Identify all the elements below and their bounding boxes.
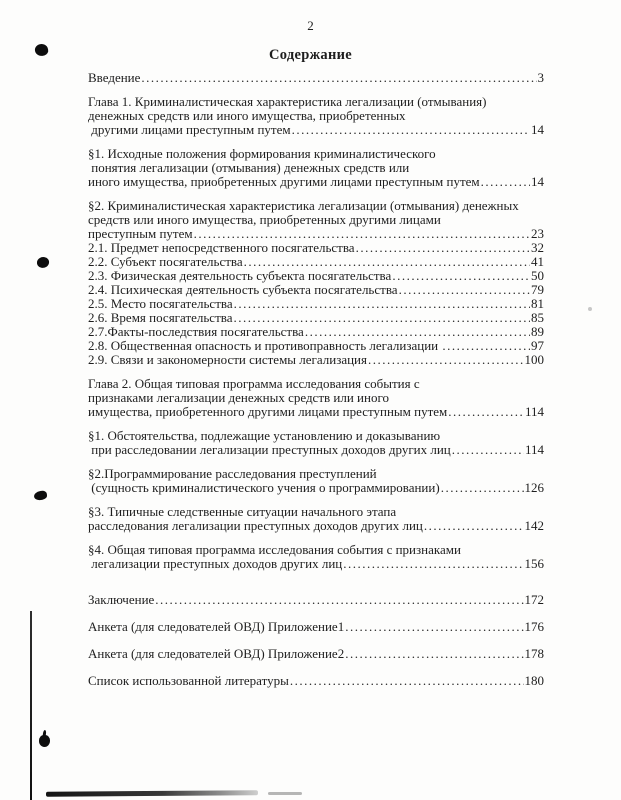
dot-leader (452, 443, 524, 457)
toc-entry-text: имущества, приобретенного другими лицами преступным путем (88, 404, 448, 419)
toc-entry-page-number: 79 (531, 282, 544, 297)
dot-leader (234, 297, 530, 311)
toc-entry-page-number: 14 (531, 122, 544, 137)
toc-entry-text: 2.5. Место посягательства (88, 296, 233, 311)
toc-entry-page-number: 156 (524, 556, 544, 571)
toc-entry-text: 2.8. Общественная опасность и противоправность легализации (88, 338, 442, 353)
toc-entry-text: Список использованной литературы (88, 673, 289, 688)
toc-entry (88, 95, 544, 137)
toc-entry-page-number: 97 (531, 338, 544, 353)
dot-leader (234, 311, 531, 325)
toc-entry-lastline (88, 339, 544, 353)
toc-entry (88, 647, 544, 661)
dot-leader (399, 283, 530, 297)
toc-entry-lastline (88, 557, 544, 571)
toc-entry-text: (сущность криминалистического учения о программировании) (88, 480, 440, 495)
toc-entry (88, 241, 544, 255)
dot-leader (290, 674, 524, 688)
scan-smudge-artifact (268, 792, 302, 795)
toc-entry-lastline (88, 620, 544, 634)
ink-blob-artifact (33, 490, 47, 501)
toc-entry (88, 377, 544, 419)
toc-entry-lastline (88, 405, 544, 419)
toc-entry-lastline (88, 255, 544, 269)
toc-entry-page-number: 89 (531, 324, 544, 339)
toc-line: §1. Исходные положения формирования криминалистического (88, 146, 436, 161)
ink-blob-artifact (36, 256, 50, 269)
dot-leader (481, 175, 530, 189)
toc-entry (88, 543, 544, 571)
dot-leader (141, 71, 536, 85)
toc-entry (88, 283, 544, 297)
toc-entry (88, 593, 544, 607)
toc-entry-page-number: 50 (531, 268, 544, 283)
toc-entry-lastline (88, 227, 544, 241)
table-of-contents (88, 71, 544, 688)
toc-entry-text: Введение (88, 70, 141, 85)
toc-entry-lastline (88, 297, 544, 311)
toc-entry (88, 325, 544, 339)
page-title: Содержание (268, 47, 353, 63)
toc-line: понятия легализации (отмывания) денежных средств или (88, 160, 410, 175)
dot-leader (356, 241, 530, 255)
toc-entry (88, 620, 544, 634)
toc-entry-text: расследования легализации преступных доходов других лиц (88, 518, 423, 533)
toc-entry-lastline (88, 593, 544, 607)
toc-entry-lastline (88, 241, 544, 255)
toc-entry-lastline (88, 175, 544, 189)
toc-line: §4. Общая типовая программа исследования события с признаками (88, 542, 461, 557)
toc-entry (88, 297, 544, 311)
toc-entry-lastline (88, 481, 544, 495)
dot-leader (244, 255, 530, 269)
dot-leader (194, 227, 530, 241)
dot-leader (343, 557, 523, 571)
toc-entry (88, 269, 544, 283)
dot-leader (305, 325, 530, 339)
dot-leader (424, 519, 524, 533)
toc-entry-text: при расследовании легализации преступных доходов других лиц (88, 442, 451, 457)
toc-entry-lastline (88, 443, 544, 457)
toc-entry (88, 255, 544, 269)
toc-entry-text: Анкета (для следователей ОВД) Приложение1 (88, 619, 345, 634)
dot-leader (345, 620, 523, 634)
toc-entry-page-number: 176 (524, 619, 544, 634)
toc-entry-page-number: 114 (524, 442, 544, 457)
toc-entry-text: 2.6. Время посягательства (88, 310, 233, 325)
toc-entry-page-number: 142 (524, 518, 544, 533)
toc-entry-text: 2.7.Факты-последствия посягательства (88, 324, 304, 339)
toc-entry (88, 147, 544, 189)
scan-speck-artifact (588, 307, 592, 311)
toc-entry-page-number: 178 (524, 646, 544, 661)
scan-edge-line-artifact (30, 611, 32, 800)
toc-entry-text: 2.4. Психическая деятельность субъекта посягательства (88, 282, 398, 297)
toc-entry-lastline (88, 311, 544, 325)
ink-blob-artifact (39, 735, 50, 747)
dot-leader (368, 353, 524, 367)
page-number: 2 (307, 18, 314, 33)
toc-line: §1. Обстоятельства, подлежащие установлению и доказыванию (88, 428, 441, 443)
toc-entry (88, 674, 544, 688)
toc-line: Глава 2. Общая типовая программа исследования события с (88, 376, 420, 391)
toc-entry-text: другими лицами преступным путем (88, 122, 291, 137)
toc-entry-text: 2.3. Физическая деятельность субъекта посягательства (88, 268, 392, 283)
toc-line: §2. Криминалистическая характеристика легализации (отмывания) денежных (88, 198, 519, 213)
toc-line: §2.Программирование расследования преступлений (88, 466, 377, 481)
dot-leader (448, 405, 524, 419)
toc-entry (88, 199, 544, 241)
toc-entry (88, 505, 544, 533)
toc-entry-lastline (88, 325, 544, 339)
toc-entry-text: легализации преступных доходов других лиц (88, 556, 343, 571)
toc-line: признаками легализации денежных средств или иного (88, 390, 389, 405)
toc-entry (88, 467, 544, 495)
dot-leader (155, 593, 523, 607)
toc-entry-page-number: 32 (531, 240, 544, 255)
toc-entry (88, 429, 544, 457)
toc-entry-page-number: 114 (524, 404, 544, 419)
toc-entry-lastline (88, 674, 544, 688)
toc-entry-text: 2.2. Субъект посягательства (88, 254, 243, 269)
dot-leader (392, 269, 530, 283)
dot-leader (442, 339, 530, 353)
toc-entry-page-number: 81 (531, 296, 544, 311)
toc-entry-page-number: 85 (531, 310, 544, 325)
toc-entry-page-number: 41 (531, 254, 544, 269)
toc-line: §3. Типичные следственные ситуации начального этапа (88, 504, 397, 519)
toc-entry-page-number: 172 (524, 592, 544, 607)
toc-entry-lastline (88, 71, 544, 85)
toc-entry (88, 353, 544, 367)
dot-leader (345, 647, 523, 661)
toc-entry-text: 2.9. Связи и закономерности системы легализация (88, 352, 367, 367)
toc-entry-lastline (88, 647, 544, 661)
toc-entry-text: 2.1. Предмет непосредственного посягательства (88, 240, 355, 255)
toc-entry-page-number: 3 (537, 70, 544, 85)
toc-entry-lastline (88, 283, 544, 297)
toc-entry-page-number: 126 (524, 480, 544, 495)
toc-entry-lastline (88, 269, 544, 283)
toc-entry-text: преступным путем (88, 226, 193, 241)
toc-entry-lastline (88, 353, 544, 367)
toc-entry (88, 71, 544, 85)
dot-leader (292, 123, 530, 137)
toc-entry (88, 311, 544, 325)
toc-entry-text: Заключение (88, 592, 155, 607)
toc-line: денежных средств или иного имущества, приобретенных (88, 108, 406, 123)
toc-entry-lastline (88, 123, 544, 137)
toc-entry-text: Анкета (для следователей ОВД) Приложение2 (88, 646, 345, 661)
toc-entry (88, 339, 544, 353)
scan-smudge-artifact (46, 790, 258, 796)
toc-entry-page-number: 180 (524, 673, 544, 688)
toc-entry-text: иного имущества, приобретенных другими лицами преступным путем (88, 174, 480, 189)
toc-entry-page-number: 14 (531, 174, 544, 189)
toc-entry-page-number: 100 (524, 352, 544, 367)
dot-leader (441, 481, 524, 495)
toc-line: средств или иного имущества, приобретенных другими лицами (88, 212, 441, 227)
toc-entry-lastline (88, 519, 544, 533)
toc-line: Глава 1. Криминалистическая характеристика легализации (отмывания) (88, 94, 487, 109)
toc-entry-page-number: 23 (531, 226, 544, 241)
